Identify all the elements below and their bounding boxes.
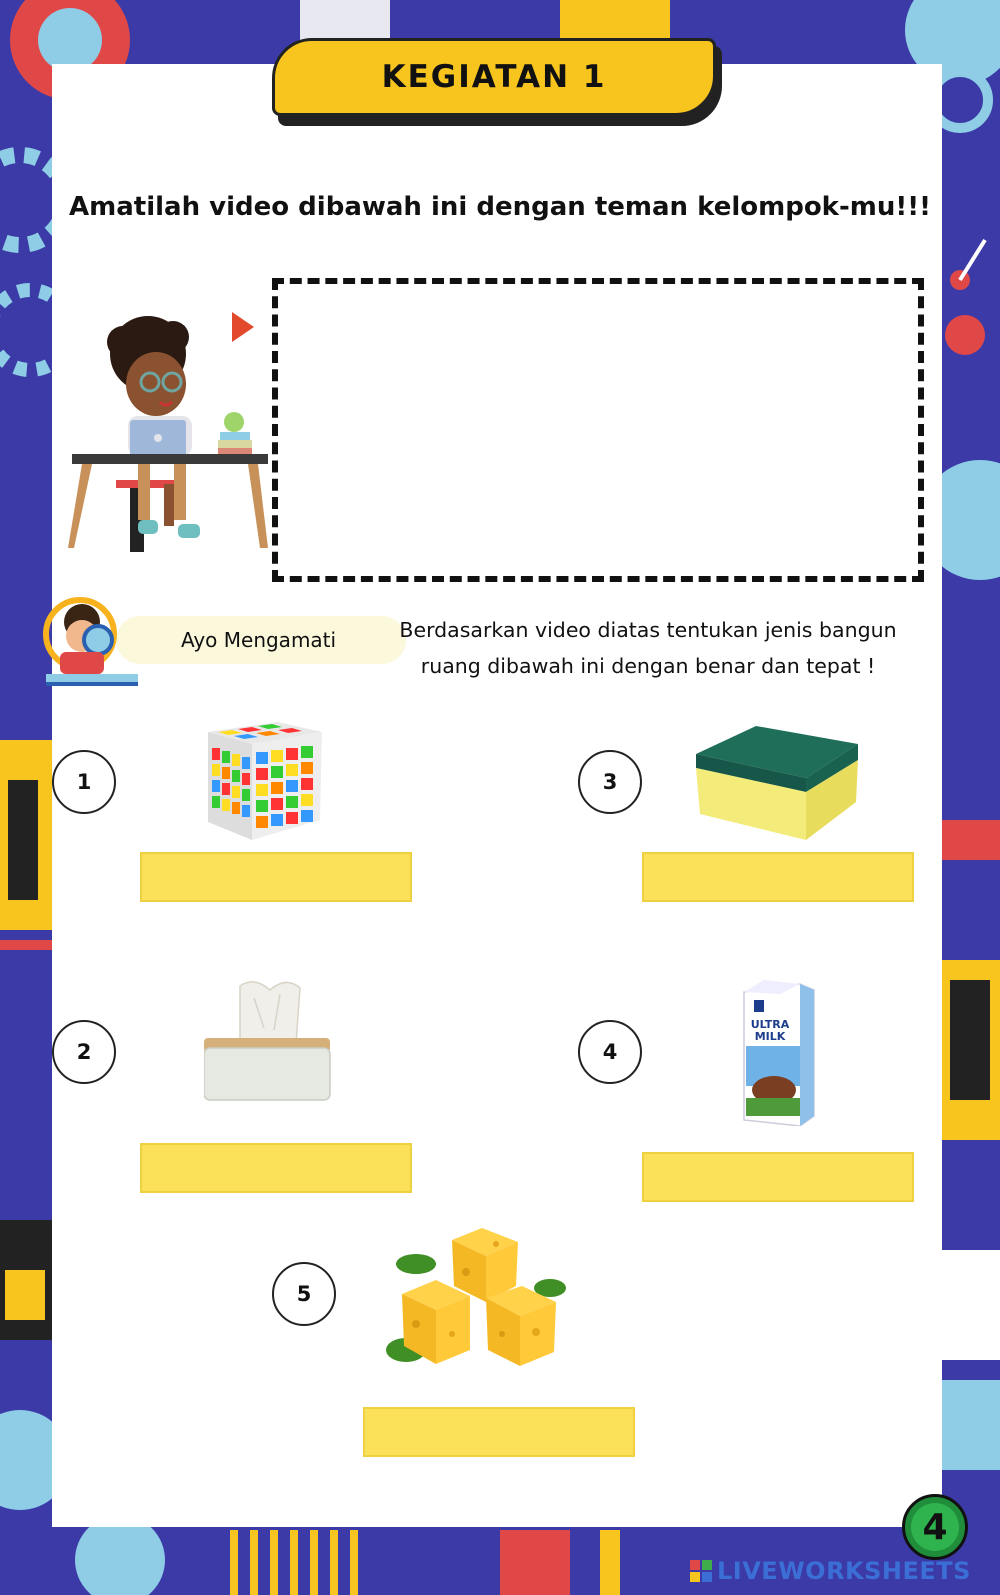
svg-text:ULTRA: ULTRA (750, 1018, 790, 1031)
liveworksheets-brand: LIVEWORKSHEETS (717, 1557, 971, 1585)
item-number-1: 1 (52, 750, 116, 814)
page-number-badge (902, 1494, 968, 1560)
observe-label: Ayo Mengamati (181, 628, 337, 652)
question-text (368, 612, 928, 684)
play-triangle-icon (232, 312, 254, 342)
item-number-4: 4 (578, 1020, 642, 1084)
instruction-text: Amatilah video dibawah ini dengan teman kelompok-mu!!! (69, 192, 931, 222)
page-number: 4 (911, 1503, 959, 1551)
milk-carton-image (740, 978, 816, 1130)
item-number-5: 5 (272, 1262, 336, 1326)
svg-text:MILK: MILK (754, 1030, 786, 1043)
tissue-box-image (204, 978, 334, 1106)
title-banner (272, 38, 724, 126)
answer-box-2[interactable] (140, 1143, 412, 1193)
answer-box-4[interactable] (642, 1152, 914, 1202)
answer-box-1[interactable] (140, 852, 412, 902)
question-line-1: Berdasarkan video diatas tentukan jenis bangun (399, 618, 897, 642)
cheese-cubes-image (386, 1224, 568, 1380)
liveworksheets-logo (690, 1556, 971, 1586)
ayo-mengamati-banner (40, 596, 360, 692)
question-line-2: ruang dibawah ini dengan benar dan tepat ! (420, 654, 876, 678)
rubiks-cube-image (198, 718, 328, 846)
item-number-2: 2 (52, 1020, 116, 1084)
item-number-3: 3 (578, 750, 642, 814)
video-placeholder[interactable] (272, 278, 924, 582)
liveworksheets-blocks-icon (690, 1560, 712, 1582)
answer-box-5[interactable] (363, 1407, 635, 1457)
page-title: KEGIATAN 1 (381, 59, 607, 95)
kid-magnifier-illustration (40, 596, 140, 692)
kid-at-desk-illustration (68, 312, 272, 568)
sponge-image (696, 722, 862, 846)
answer-box-3[interactable] (642, 852, 914, 902)
